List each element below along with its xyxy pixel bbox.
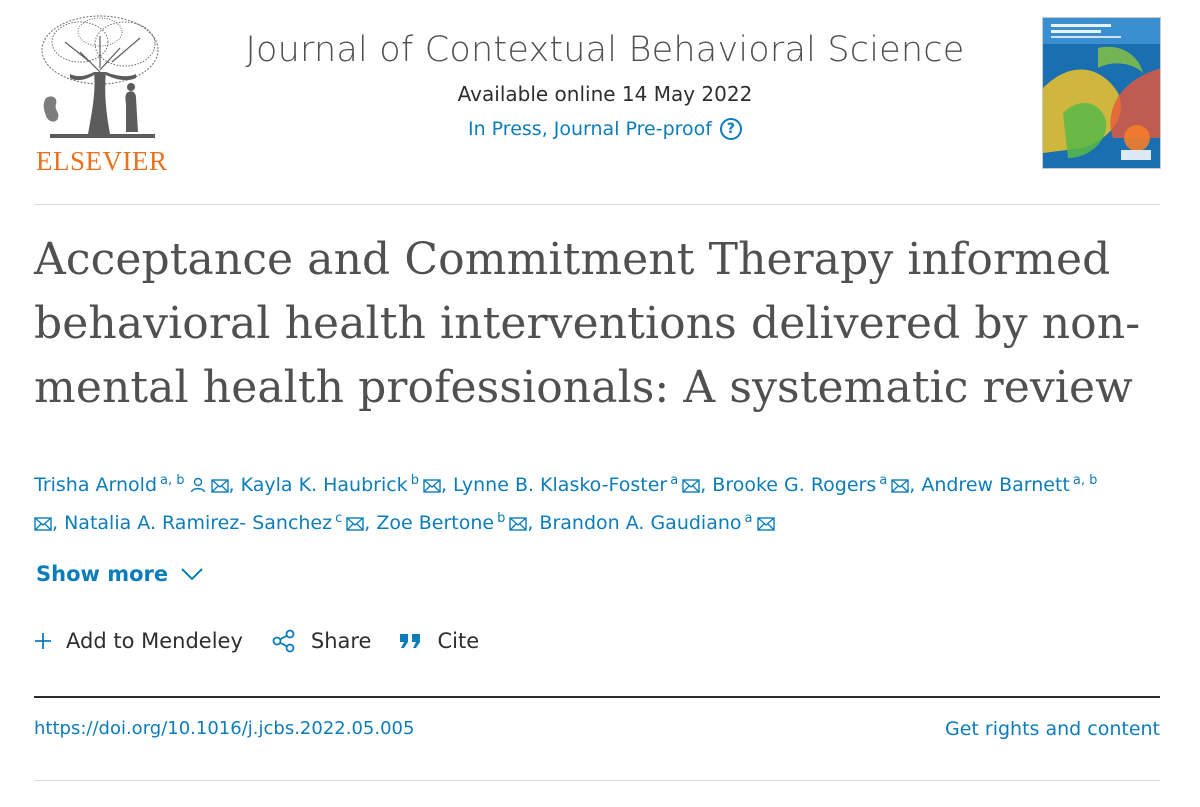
- author-separator: ,: [228, 474, 241, 496]
- pre-proof-status-label: In Press, Journal Pre-proof: [468, 118, 712, 140]
- author-trisha-arnold[interactable]: [34, 474, 229, 496]
- plus-icon: [34, 632, 52, 650]
- author-separator: ,: [440, 474, 454, 496]
- pre-proof-status-link[interactable]: [468, 118, 742, 140]
- share-label: Share: [310, 629, 372, 653]
- rights-and-content-link[interactable]: Get rights and content: [944, 718, 1160, 740]
- author-name: Kayla K. Haubrick: [240, 474, 408, 496]
- author-separator: ,: [909, 474, 922, 496]
- author-andrew-barnett-email[interactable]: [34, 512, 52, 534]
- author-name: Natalia A. Ramirez- Sanchez: [64, 512, 333, 534]
- email-icon: [346, 516, 364, 532]
- journal-cover-graphic: [1043, 18, 1161, 169]
- affiliation-marker: b: [410, 473, 419, 488]
- author-separator: ,: [52, 512, 65, 534]
- journal-cover-image[interactable]: [1042, 17, 1161, 169]
- author-brandon-gaudiano[interactable]: [539, 512, 774, 534]
- article-header: [0, 0, 1200, 204]
- author-separator: ,: [364, 512, 377, 534]
- author-name: Andrew Barnett: [921, 474, 1070, 496]
- affiliation-marker: a, b: [1072, 473, 1098, 488]
- chevron-down-icon: [180, 567, 204, 581]
- affiliation-marker: c: [335, 511, 343, 526]
- email-icon: [891, 478, 909, 494]
- author-zoe-bertone[interactable]: [376, 512, 527, 534]
- available-online-date: Available online 14 May 2022: [457, 82, 753, 106]
- author-separator: ,: [700, 474, 713, 496]
- doi-link[interactable]: https://doi.org/10.1016/j.jcbs.2022.05.005: [34, 718, 415, 739]
- share-button[interactable]: [271, 628, 372, 654]
- add-to-mendeley-button[interactable]: [34, 629, 243, 653]
- author-list: [34, 464, 1160, 540]
- author-kayla-haubrick[interactable]: [241, 474, 441, 496]
- email-icon: [34, 516, 52, 532]
- elsevier-wordmark: ELSEVIER: [36, 146, 168, 176]
- header-divider: [34, 204, 1160, 205]
- show-more-label: Show more: [36, 562, 169, 586]
- author-andrew-barnett[interactable]: [921, 474, 1097, 496]
- footer-divider: [34, 780, 1160, 781]
- article-title: Acceptance and Commitment Therapy informed behavioral health interventions delivered by non-mental health professionals: A systematic review: [34, 234, 1141, 413]
- author-natalia-ramirez-sanchez[interactable]: [64, 512, 364, 534]
- author-lynne-klasko-foster[interactable]: [453, 474, 700, 496]
- add-to-mendeley-label: Add to Mendeley: [66, 629, 243, 653]
- affiliation-marker: a: [744, 511, 753, 526]
- email-icon: [423, 478, 441, 494]
- affiliation-marker: a: [879, 473, 888, 488]
- author-brooke-rogers[interactable]: [712, 474, 909, 496]
- cite-label: Cite: [437, 629, 480, 653]
- share-icon: [271, 628, 297, 654]
- help-icon[interactable]: ?: [720, 118, 742, 140]
- tree-icon: [30, 12, 172, 140]
- author-name: Trisha Arnold: [34, 474, 158, 496]
- author-separator: ,: [527, 512, 540, 534]
- email-icon: [509, 516, 527, 532]
- author-name: Brandon A. Gaudiano: [539, 512, 742, 534]
- email-icon: [682, 478, 700, 494]
- author-name: Brooke G. Rogers: [712, 474, 877, 496]
- elsevier-logo[interactable]: [30, 12, 172, 176]
- person-icon: [189, 476, 207, 494]
- email-icon: [757, 516, 775, 532]
- journal-title-link[interactable]: Journal of Contextual Behavioral Science: [245, 30, 965, 70]
- affiliation-marker: b: [497, 511, 506, 526]
- actions-divider: [34, 696, 1160, 698]
- show-more-button[interactable]: [36, 562, 204, 586]
- article-actions: [34, 628, 479, 654]
- cite-button[interactable]: [399, 629, 479, 653]
- affiliation-marker: a: [670, 473, 679, 488]
- author-name: Zoe Bertone: [376, 512, 495, 534]
- affiliation-marker: a, b: [160, 473, 185, 488]
- author-name: Lynne B. Klasko-Foster: [453, 474, 668, 496]
- journal-info: [220, 30, 990, 140]
- quote-icon: [399, 632, 423, 650]
- email-icon: [211, 478, 229, 494]
